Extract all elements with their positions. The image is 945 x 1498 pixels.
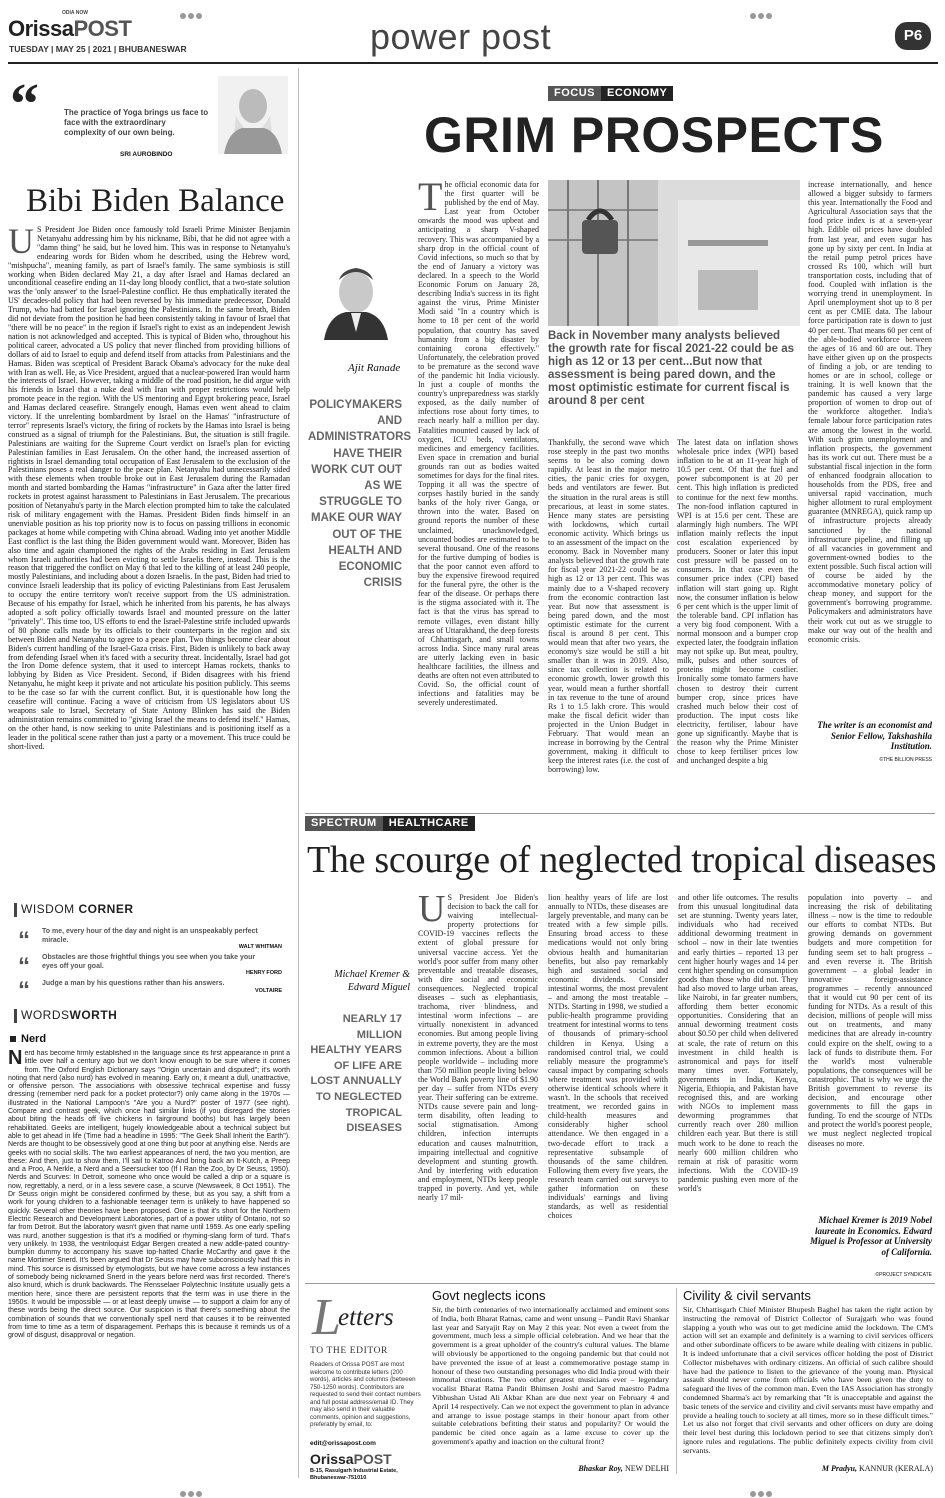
- registration-marks: [750, 1484, 774, 1498]
- brand-logo[interactable]: [8, 16, 131, 42]
- wordsworth-dropcap: N: [8, 1050, 23, 1069]
- letter-2-body: Sir, Chhattisgarh Chief Minister Bhupesh Baghel has taken the right action by instructing the removal of District Collector of Surajgarh who was found slapping a youth who was out to get medicine amid the lockdown. The CM's action will set an example and definitely is a warning to civil services officers and other subordinate officers to be aware while dealing with citizens in public. It is indeed unfortunate that a civil services officer holding the post of District Collector misbehaves with ordinary citizens. An official of such calibre should have had the patience to listen to the grievance of the young man. Physical assault should never come from officials who have been given the duty to safeguard the lives of the common man. Even the IAS Association has strongly condemned Sharma's act by remarking that "It is unacceptable and against the basic tenets of the service and civility and civil servants must have empathy and provide a healing touch to society at all times, more so in these difficult times." Let us also not forget that civil servants and other officers on duty are doing their level best during this lockdown period to see that citizens simply don't ignore rules and regulations. The public definitely expects civility from civil servants.: [683, 1306, 933, 1455]
- brand-tag: ODIA NOW: [62, 10, 88, 16]
- letters-logo: [312, 1289, 422, 1346]
- focus-author: Ajit Ranade: [348, 362, 401, 374]
- focus-tag: FOCUS ECONOMY: [548, 86, 673, 101]
- focus-credit: ©THE BILLION PRESS: [879, 757, 932, 763]
- focus-col-2: Thankfully, the second wave which rose steeply in the past two months seems to be also coming down rapidly. At least in the major metro cities, the panic cries for oxygen, beds and ventilators are fewer. But the situation in the rural areas is still precarious, at least in some states. Hence many states are persisting with lockdowns, which curtail economic activity. Which brings us to an assessment of the impact on the economy. Back in November many analysts believed that the growth rate for fiscal year 2021-22 could be as high as 12 or 13 per cent. This was mainly due to a V-shaped recovery from the economic contraction last year. But now that assessment is being pared down, and the most optimistic estimate for the current fiscal is around 8 per cent. This would mean that after two years, the economy's size would be still a bit smaller than it was in 2019. Also, since tax collection is related to economic growth, lower growth this year, would mean a further shortfall in tax revenue to the tune of around Rs 1 to 1.5 lakh crore. This would make the fiscal deficit wider than projected in the Union Budget in February. That would mean an increase in borrowing by the Central government, making it difficult to keep the interest rates (i.e. the cost of borrowing) low.: [548, 438, 669, 775]
- page-badge: P6: [895, 22, 931, 50]
- author-portrait: [218, 76, 288, 154]
- brand-logo-post: POST: [73, 16, 132, 41]
- wordsworth-heading: WORDSWORTH: [8, 1007, 290, 1023]
- focus-photo: [548, 180, 800, 326]
- spectrum-col-3: and other life outcomes. The results from this unusual longitudinal data set are stunning. Twenty years later, individuals who had received additional deworming treatment in school – now in their late twenties and early thirties – reported 13 per cent higher hourly wages and 14 per cent higher spending on consumption goods than those who did not. They had also moved to large urban areas, like Nairobi, in far greater numbers, affording them better economic opportunities. Considering that an annual deworming treatment costs about $0.50 per child when delivered at scale, the rate of return on this investment in child health is astronomical and pays for itself many times over. Fortunately, governments in India, Kenya, Nigeria, Ethiopia, and Pakistan have recognised this, and are working with NGOs to implement mass deworming programmes that currently reach over 280 million children each year. But there is still much work to be done to reach the nearly 600 million children who remain at risk of parasitic worm infections. With the COVID-19 pandemic pushing even more of the world's: [678, 893, 798, 1193]
- letters-logo-cap: L: [312, 1289, 341, 1346]
- focus-col-4: increase internationally, and hence allowed a bigger subsidy to farmers this year. Internationally the Food and Agricultural Association says that the food price index is at a seven-year high. Edible oil prices have doubled from last year, and even sugar has gone up by sixty per cent. In India at the retail pump petrol prices have crossed Rs 100, which will hurt transportation costs, including that of food. Coupled with inflation is the worrying trend in unemployment. In April unemployment shot up to 8 per cent as per CMIE data. The labour force participation rate is down to just 40 per cent. That means 60 per cent of the able-bodied workforce between the ages of 16 and 60 are out. They have either given up on the prospects of finding a job, or are tending to homes or are in school, college or training. It is well known that the pandemic has caused a very large proportion of women to drop out of the workforce altogether. India's female labour force participation rates are among the lowest in the world. With such grim unemployment and inflation prospects, the government has its work cut out. There must be a substantial fiscal injection in the form of enhanced foodgrain allocation to households from the PDS, free and universal rapid vaccination, much higher allotment to rural employment guarantee (MNREGA), quick ramp up of infrastructure projects already sanctioned by the national infrastructure pipeline, and filling up of all vacancies in government and government-owned bodies to the extent possible. Such fiscal action will of course be aided by the accommodative monetary policy of cheap money, and support for the government's borrowing programme. Policymakers and administrators have their work cut out as we struggle to make our way out of the health and economic crisis.: [808, 180, 932, 644]
- spectrum-headline: The scourge of neglected tropical diseases: [307, 839, 937, 881]
- wisdom-item: “ To me, every hour of the day and night is an unspeakably perfect miracle. WALT WHITMAN: [18, 927, 282, 954]
- editorial-dropcap: U: [8, 226, 34, 261]
- letters-address: B-15, Rasulgarh Industrial Estate, Bhubaneswar-751010: [310, 1468, 398, 1481]
- letters-subtitle: TO THE EDITOR: [310, 1346, 388, 1356]
- spectrum-col-2: lion healthy years of life are lost annually to NTDs, these diseases are largely preventable, and many can be treated with a few simple pills. Ensuring broad access to these medications would not only bring obvious health and humanitarian benefits, but also pay remarkably high and sustained social and economic dividends. Consider intestinal worms, the most prevalent – and among the most treatable – NTDs. Starting in 1998, we studied a public-health programme providing treatment for intestinal worms to tens of thousands of primary-school children in Kenya. Using a randomised control trial, we could reliably measure the programme's causal impact by comparing schools where treatment was provided with otherwise identical schools where it wasn't. In the schools that received treatment, we recorded gains in child-health measures and considerably higher school attendance. We then engaged in a two-decade effort to track a representative subsample of thousands of the same children. Following them every five years, the research team carried out surveys to gather information on these individuals' earnings and living standards, as well as residential choices: [548, 893, 668, 1221]
- focus-col-1: The official economic data for the first quarter will be published by the end of May. Last year from October onwards the mood was upbeat and anticipating a sharp V-shaped recovery. This was accompanied by a sharp drop in the official count of Covid infections, so much so that by the end of January a victory was declared. In a speech to the World Economic Forum on January 28, describing India's success in its fight against the virus, Prime Minister Modi said "In a country which is home to 18 per cent of the world population, that country has saved humanity from a big disaster by containing corona effectively." Unfortunately, the celebration proved to be premature as the second wave of the pandemic hit India viciously. In just a couple of months the country's unpreparedness was starkly exposed, as the daily number of infections rose about forty times, to reach nearly half a million per day. Fatalities mounted caused by lack of oxygen, ICU beds, ventilators, medicines and emergency facilities. Even space in cremation and burial grounds ran out as bodies waited sometimes for days for the final rites. Topping it all was the spectre of corpses hastily buried in the sandy banks of the holy river Ganga, or thrown into the water. Based on ground reports the number of these unclaimed, unacknowledged, uncounted bodies are estimated to be several thousand. One of the reasons for the furtive dumping of bodies is that the poor cannot even afford to buy the expensive firewood required for the funeral pyre, the other is the fear of the disease. Or perhaps there is the stigma associated with it. The fact is that the virus has spread to remote villages, even distant hilly areas of Uttarakhand, the deep forests of Chhattisgarh, and small towns across India. Since many rural areas are utterly lacking even in basic healthcare facilities, the illness and deaths are often not even attributed to Covid. So, the official count of infections and fatalities may be severely underestimated.: [418, 180, 539, 708]
- spectrum-bio: Michael Kremer is 2019 Nobel laureate in Economics. Edward Miguel is Professor at University of California.: [809, 1215, 932, 1257]
- author-photo: [318, 258, 393, 340]
- section-title: power post: [370, 16, 552, 57]
- registration-marks: [180, 1484, 204, 1498]
- masthead: [0, 0, 945, 58]
- spectrum-dropcap: U: [418, 893, 446, 930]
- registration-marks: [750, 6, 774, 24]
- focus-dropcap: T: [418, 180, 443, 219]
- quote-mark-icon: “: [10, 71, 39, 136]
- wisdom-item: “ Obstacles are those frightful things you see when you take your eyes off your goal. HENRY FORD: [18, 953, 282, 980]
- wordsworth-body: Nerd has become firmly established in the language since its first appearance in print a little over half a century ago but we don't know enough to be sure where it comes from. The Oxford English Dictionary says "Origin uncertain and disputed"; it's worth noting that nerd (also nurd) has evolved in meaning. Early on, it meant a dull, unattractive, or offensive person. The associations with obsessive technical expertise and fussy dressing (remember nerd pack for a pocket protector?) only came along in the 1970s — illustrated in the National Lampoon's "Are you a Nurd?" poster of 1977 (see right). Compare and contrast geek, which once had similar links (if you disregard the stories about biting the heads off live chickens in fairground booths) but has largely been rehabilitated. Geeks are intelligent, hugely knowledgeable about a technical subject but able to get ahead in life (Time had a headline in 1995: "The Geek Shall Inherit the Earth"). Nerds are thought to be obsessively good at one thing but poor at anything else. Nerds are geeks with no social skills. The two earliest appearances of nerd, the two you mention, are these: And then, just to show them, I'll sail to Katroo And bring back an It-Kutch, a Preep and a Proo, A Nerkle, a Nerd and a Seersucker too (If I Ran the Zoo, by Dr Seuss, 1950). Nerds and Scurves: In Detroit, someone who once would be called a drip or a square is now, regrettably, a nerd, or in a less severe case, a scurve (Newsweek, 8 Oct 1951). The Dr Seuss origin might be considered confirmed by these, but as you say, a shift from a work for young children to a fashionable teenager term is unlikely to have happened so quickly. Several other theories have been proposed. One is that it's short for the Northern Electric Research and Development Laboratories, part of a power utility of Ontario, not so far from Detroit. But the laboratory wasn't given that name until 1959. As one early spelling was nurd, another suggestion is that it's a modified or rhyming-slang form of turd. That's very unlikely. In 1938, the ventriloquist Edgar Bergen created a new addle-pated country-bumpkin dummy to accompany his suave top-hatted Charlie McCarthy and gave it the name Mortimer Snerd. It's been argued that Dr Seuss may have subconsciously had this in mind. This source is dismissed by etymologists, but we have come across a few instances of somebody being nicknamed Snerd in the years before nerd was first recorded. There's also knurd, which is drunk backwards. The Rensselaer Polytechnic Institute usually gets a mention here, since there are persistent reports that the term was in use there in the 1950s. It would be impossible — or at least deeply unwise — to support a claim for any of these words being the direct source. Our suspicion is that there's something about the combination of sounds that we conventionally spell nerd that causes it to be reinvented from time to time as a term of disparagement. Perhaps this is because it reminds us of a growl of disgust, disapproval or negation.: [8, 1050, 290, 1340]
- editorial-title: Bibi Biden Balance: [26, 183, 285, 219]
- spectrum-col-4: population into poverty – and increasing the risk of debilitating illness – now is the time to redouble our efforts to combat NTDs. But growing demands on government budgets and more competition for funding seem set to halt progress – and even reverse it. The British government – a global leader in innovative foreign-assistance programmes – recently announced that it would cut 90 per cent of its funding for NTDs. As a result of this decision, millions of people will miss out on treatments, and many medicines that are already in-country could expire on the shelf, owing to a lack of funds to distribute them. For the world's most vulnerable populations, the consequences will be catastrophic. That is why we urge the British government to reverse its decision, and encourage other governments to fill the gaps in funding. To end the scourge of NTDs and protect the world's poorest people, we must neglect neglected tropical diseases no more.: [808, 893, 932, 1148]
- spectrum-credit: ©PROJECT SYNDICATE: [875, 1272, 932, 1278]
- letter-1-sign: Bhaskar Roy, NEW DELHI: [578, 1464, 669, 1473]
- quote-mark-icon: “: [18, 953, 30, 980]
- letter-1-body: Sir, the birth centenaries of two internationally acclaimed and eminent sons of India, both Bharat Ratnas, came and went unsung – Pandit Ravi Shankar last year and Satyajit Ray on May 2 this year. Not even a tweet from the government, much less a simple official celebration. And we hear that the government is a great upholder of the country's cultural values. The blame will obviously be apportioned to the ongoing pandemic but that could not have prevented the issue of at least a commemorative postage stamp in honour of these two outstanding personages who did India proud with their immortal creations. The two other greatest musicians ever – legendary vocalist Bharat Ratna Pandit Bhimsen Joshi and Sarod maestro Padma Vibhushan Ustad Ali Akbar Khan are due next year on February 4 and April 14 respectively. Can we not expect the government to plan in advance and arrange to issue postage stamps in their honour apart from other suitable celebrations befitting their status and popularity? Or would the pandemic be cited once again as a lame excuse to cover up the government's apathy and inaction on the cultural front?: [432, 1306, 669, 1446]
- quote-box: [8, 70, 298, 162]
- focus-bio: The writer is an economist and Senior Fellow, Takshashila Institution.: [817, 720, 932, 751]
- quote-text: The practice of Yoga brings us face to face with the extraordinary complexity of our own being.: [64, 108, 209, 137]
- letter-1-title: Govt neglects icons: [432, 1288, 546, 1303]
- focus-headline: GRIM PROSPECTS: [424, 107, 884, 163]
- bullet-square-icon: [10, 1036, 16, 1042]
- letters-intro: Readers of Orissa POST are most welcome to contribute letters (200 words), articles and columns (between 750-1250 words). Contributors are requested to send their contact numbers and full postal address/email ID. They may also send in their valuable comments, opinion and suggestions, preferably by email, to:: [310, 1361, 421, 1428]
- letter-2-sign: M Pradyu, KANNUR (KERALA): [821, 1464, 933, 1473]
- wisdom-item: “ Judge a man by his questions rather than his answers. VOLTAIRE: [18, 977, 282, 1004]
- wisdom-heading: WISDOM CORNER: [8, 901, 290, 917]
- focus-col-3: The latest data on inflation shows wholesale price index (WPI) based inflation to be at an 11-year high of 10.5 per cent. Of that the fuel and power subcomponent is at 20 per cent. This high inflation is predicted to continue for the next few months. The non-food inflation captured in WPI is at 15.6 per cent. These are alarmingly high numbers. The WPI inflation mainly reflects the input cost escalation experienced by producers. Sooner or later this input cost pressure will be passed on to consumers. In that case even the consumer price index (CPI) based inflation will start going up. Right now, the consumer inflation is below 6 per cent which is the upper limit of the tolerable band. CPI inflation has a very big food component. With a normal monsoon and a bumper crop expected later, the foodgrain inflation may not spike up. But meat, poultry, milk, pulses and other sources of proteins might become costlier. Ironically some tomato farmers have chosen to destroy their current bumper crop, since prices have crashed much below their cost of production. The input costs like electricity, fertiliser, labour have gone up significantly. Maybe that is the reason why the Prime Minister chose to keep fertiliser prices low and unchanged despite a big: [677, 438, 798, 766]
- quote-author: SRI AUROBINDO: [120, 151, 173, 158]
- wordsworth-word: Nerd: [10, 1033, 46, 1045]
- spectrum-tag: SPECTRUM HEALTHCARE: [305, 816, 475, 831]
- spectrum-authors: Michael Kremer & Edward Miguel: [334, 969, 410, 993]
- editorial-body: U S President Joe Biden once famously told Israeli Prime Minister Benjamin Netanyahu addressing him by his nickname, Bibi, that he did not agree with a "damn thing" he said, but he loved him. This was in response to Netanyahu's endearing words for Biden whom he described, using the Hebrew word, "mishpucha", meaning family, as part of Israel's family. The same symbiosis is still working when Biden declared May 21, a day after Israel and Hamas declared an unconditional ceasefire ending an 11-day long bloody conflict, that a two-state solution was the 'only answer' to the Israel-Palestine conflict. He thus emphatically iterated the US' decades-old policy that had been reversed by his immediate predecessor, Donald Trump, who had batted for Israel ignoring the Palestinians. In the same breath, Biden did not deviate from the position he had been consistently taking in favour of Israel that "there will be no peace" in the region if Israel's right to exist as an independent Jewish nation is not acknowledged and accepted. This is typical of Biden who, throughout his political career, advocated a US policy that never flinched from providing billions of dollars of aid to Israel to equip and defend itself from attacks from Palestinians and the Hamas. Biden was sceptical of President Barack Obama's advocacy for the nuke deal with Iran as well. He, as Vice President, argued that a nuclear-powered Iran would harm the interests of Israel. However, taking a middle of the road position, he did argue with his friends in Israel that a nuke deal with Iran with proper restrictions would help promote peace in the region. With the US mentoring and Egypt brokering peace, Israel and Hamas declared ceasefire. Strangely enough, Hamas even went ahead to claim victory. If the unrelenting bombardment by Israel on the Hamas' "infrastructure of terror" represents Israel's victory, the firing of rockets by the Hamas into Israel is being construed as a signal of triumph for the Palestinians. But, the situation is still fragile. Palestinians are waiting for the Supreme Court verdict on Israel's plan for evicting Palestinian families in East Jerusalem. On the other hand, the increased assertion of rightists in Israel demanding total occupation of East Jerusalem to the exclusion of the Palestinians poses a real danger to the peace plan. Netanyahu had unnecessarily sided with these elements when trouble broke out in East Jerusalem during the Ramadan month and started bombarding the Hamas "infrastructure" in Gaza after the latter fired rockets in protest against harassment to Palestinians in East Jerusalem. The precarious position of Netanyahu's party in the March election prompted him to take the calculated risk of military engagement with the Hamas. President Biden finds himself in an unenviable position as his top priority now is to focus on passing trillions in economic packages at home while competing with China abroad. Wading into yet another Middle East conflict is the last thing the Biden government would want. Moreover, Biden has also time and again championed the rights of the Arabs residing in East Jerusalem whom Israeli authorities had been evicting to settle Israelis there, instead. This is the reason that triggered the conflict on May 6 that led to the killing of at least 240 people, mostly Palestinians, and including about a dozen Israelis. In the past, Biden had tried to convince Israeli leadership that its policy of evicting Palestinians from East Jerusalem to occupy the entire territory won't receive support from the US administration. Because of his empathy for Israel, which he inherited from his parents, he has always adopted a soft policy officially towards Israel and mounted pressure on the latter "privately". This time too, US efforts to end the Israel-Palestine strife included upwards of 80 phone calls made by its officials to their counterparts in the region and six between Biden and Netanyahu to agree to a peace plan. Two things become clear about Biden's current handling of the Israel-Gaza crisis. First, Biden is unlikely to back away from defending Israel when it's faced with a security threat. Incidentally, Israel had got the Iron Dome defence system, that it used to intercept Hamas rockets, thanks to lobbying by Biden as Vice President. Second, if Biden disagrees with his friend Netanyahu, he might keep it private and not articulate his position publicly. This seems to be the case so far with the current conflict. But, it is questionable how long the ceasefire will continue. Facing a wave of criticism from US legislators about US weapons sale to Israel, Secretary of State Antony Blinken has said the Biden administration remains committed to "giving Israel the means to defend itself." Hamas, on the other hand, is now seeking to unite Palestinians and is positioning itself as a leader in the political scene rather than just a party or a movement. This truce could be short-lived.: [8, 226, 290, 751]
- quote-mark-icon: “: [18, 977, 30, 1004]
- letters-email[interactable]: edit@orissapost.com: [310, 1440, 376, 1447]
- spectrum-pullquote: NEARLY 17 MILLION HEALTHY YEARS OF LIFE ARE LOST ANNUALLY TO NEGLECTED TROPICAL DISEASES: [310, 1013, 402, 1135]
- quote-mark-icon: “: [18, 927, 30, 954]
- wisdom-list: [8, 925, 290, 1005]
- focus-caption: Back in November many analysts believed the growth rate for fiscal 2021-22 could be as high as 12 or 13 per cent...But now that assessment is being pared down, and the most optimistic estimate for current fiscal is around 8 per cent: [548, 330, 795, 407]
- letters-logo-text: etters: [338, 1304, 394, 1331]
- dateline: TUESDAY | MAY 25 | 2021 | BHUBANESWAR: [9, 44, 187, 54]
- spectrum-col-1: U S President Joe Biden's decision to back the call for waiving intellectual-property protections for COVID-19 vaccines reflects the extent of global pressure for universal vaccine access. Yet the world's poor suffer from many other preventable and treatable diseases, with dire social and economic consequences. Neglected tropical diseases – such as elephantiasis, trachoma, river blindness, and intestinal worm infections – are virtually nonexistent in advanced economies. But among people living in extreme poverty, they are the most common infections. About a billion people worldwide – including more than 750 million people living below the World Bank poverty line of $1.90 per day – suffer from NTDs every year. Their suffering can be extreme. NTDs cause severe pain and long-term disability, often leading to social stigmatisation. Among children, infection interrupts education and causes malnutrition, impairing intellectual and cognitive development and stunting growth. And by interfering with education and employment, NTDs keep people trapped in poverty. And yet, while nearly 17 mil-: [418, 893, 538, 1203]
- brand-logo-odia: Orissa: [8, 16, 74, 41]
- focus-pullquote: POLICYMAKERS AND ADMINISTRATORS HAVE THEIR WORK CUT OUT AS WE STRUGGLE TO MAKE OUR WAY OUT OF THE HEALTH AND ECONOMIC CRISIS: [308, 399, 412, 590]
- letter-2-title: Civility & civil servants: [683, 1288, 811, 1303]
- registration-marks: [180, 6, 204, 24]
- letters-brand: OrissaPOST: [310, 1451, 392, 1467]
